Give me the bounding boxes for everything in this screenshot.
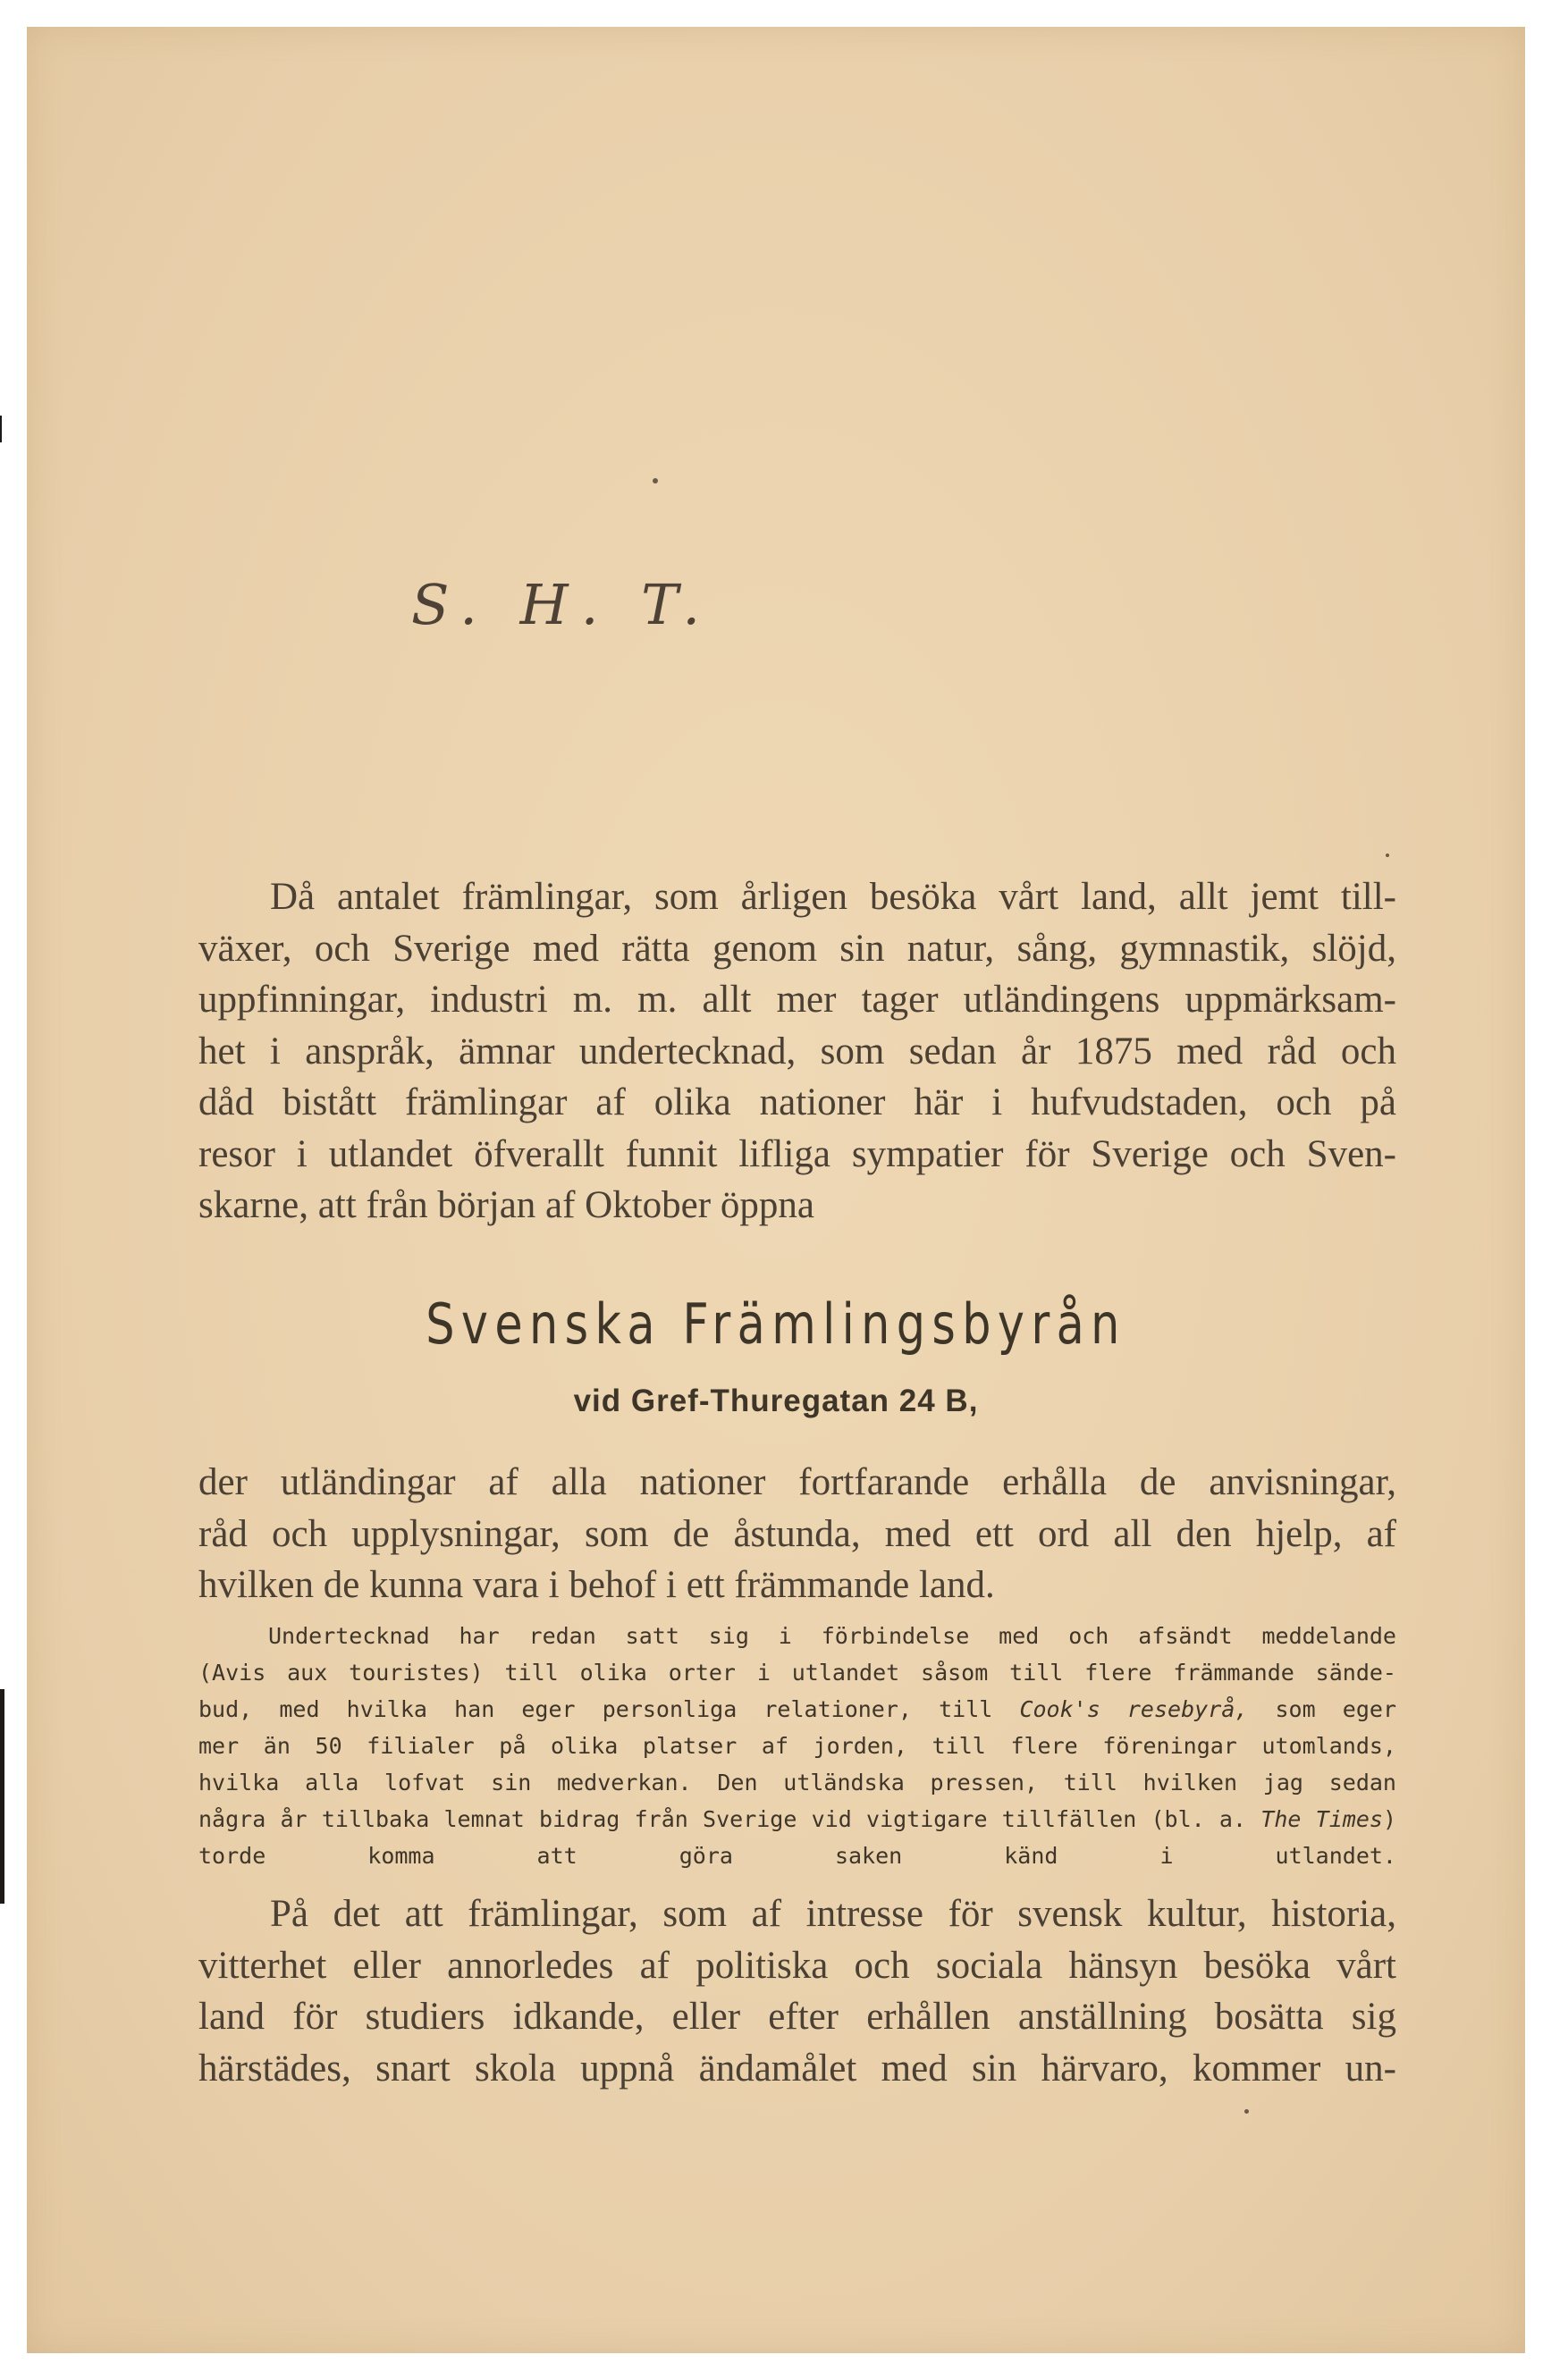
cook-reference: Cook's resebyrå, (1019, 1696, 1249, 1722)
text-line: skarne, att från början af Oktober öppna (198, 1184, 814, 1226)
paper-speck (1244, 2109, 1249, 2114)
text-line: härstädes, snart skola uppnå ändamålet med sin härvaro, kommer un- (198, 2047, 1396, 2090)
scan-edge-mark (0, 1689, 4, 1904)
text-line: Då antalet främlingar, som årligen besöka vårt land, allt jemt till- (270, 876, 1396, 918)
text-line: land för studiers idkande, eller efter erhållen anställning bosätta sig (198, 1996, 1396, 2038)
closing-paragraph (198, 1888, 1396, 2094)
text-line: hvilken de kunna vara i behof i ett främmande land. (198, 1564, 995, 1606)
notice-paragraph (198, 1618, 1396, 1874)
text-line: (Avis aux touristes) till olika orter i utlandet såsom till flere främmande sände- (198, 1660, 1396, 1686)
document-page (27, 27, 1525, 2353)
text-line: hvilka alla lofvat sin medverkan. Den utländska pressen, till hvilken jag sedan (198, 1770, 1396, 1796)
text-line: Undertecknad har redan satt sig i förbindelse med och afsändt meddelande (268, 1623, 1396, 1649)
text-segment: ) (1382, 1806, 1396, 1832)
text-line (198, 1691, 1396, 1728)
salutation: S. H. T. (411, 572, 713, 637)
paper-speck (1386, 854, 1389, 857)
times-reference: The Times (1260, 1806, 1383, 1832)
intro-paragraph (198, 871, 1396, 1232)
text-segment: som eger (1248, 1696, 1396, 1722)
bureau-address: vid Gref-Thuregatan 24 B, (573, 1383, 979, 1418)
text-line: växer, och Sverige med rätta genom sin natur, sång, gymnastik, slöjd, (198, 927, 1396, 970)
services-paragraph (198, 1457, 1396, 1611)
text-segment: några år tillbaka lemnat bidrag från Sverige vid vigtigare tillfällen (bl. a. (198, 1806, 1261, 1832)
text-line: dåd bistått främlingar af olika nationer här i hufvudstaden, och på (198, 1081, 1396, 1123)
text-line: På det att främlingar, som af intresse för svensk kultur, historia, (270, 1893, 1396, 1935)
text-line: resor i utlandet öfverallt funnit lifliga sympatier för Sverige och Sven- (198, 1132, 1396, 1175)
text-line: der utländingar af alla nationer fortfarande erhålla de anvisningar, (198, 1461, 1396, 1503)
scan-edge-mark (0, 416, 2, 442)
text-segment: bud, med hvilka han eger personliga relationer, till (198, 1696, 1020, 1722)
text-line: het i anspråk, ämnar undertecknad, som sedan år 1875 med råd och (198, 1030, 1396, 1072)
text-line: mer än 50 filialer på olika platser af jorden, till flere föreningar utomlands, (198, 1733, 1396, 1759)
text-line: råd och upplysningar, som de åstunda, med ett ord all den hjelp, af (198, 1512, 1396, 1555)
text-line: vitterhet eller annorledes af politiska och sociala hänsyn besöka vårt (198, 1944, 1396, 1987)
text-line (198, 1801, 1396, 1838)
paper-speck (653, 478, 658, 484)
text-line: uppfinningar, industri m. m. allt mer tager utländingens uppmärksam- (198, 979, 1396, 1021)
bureau-title: Svenska Främlingsbyrån (426, 1291, 1126, 1357)
text-line: torde komma att göra saken känd i utlandet. (198, 1843, 1396, 1869)
